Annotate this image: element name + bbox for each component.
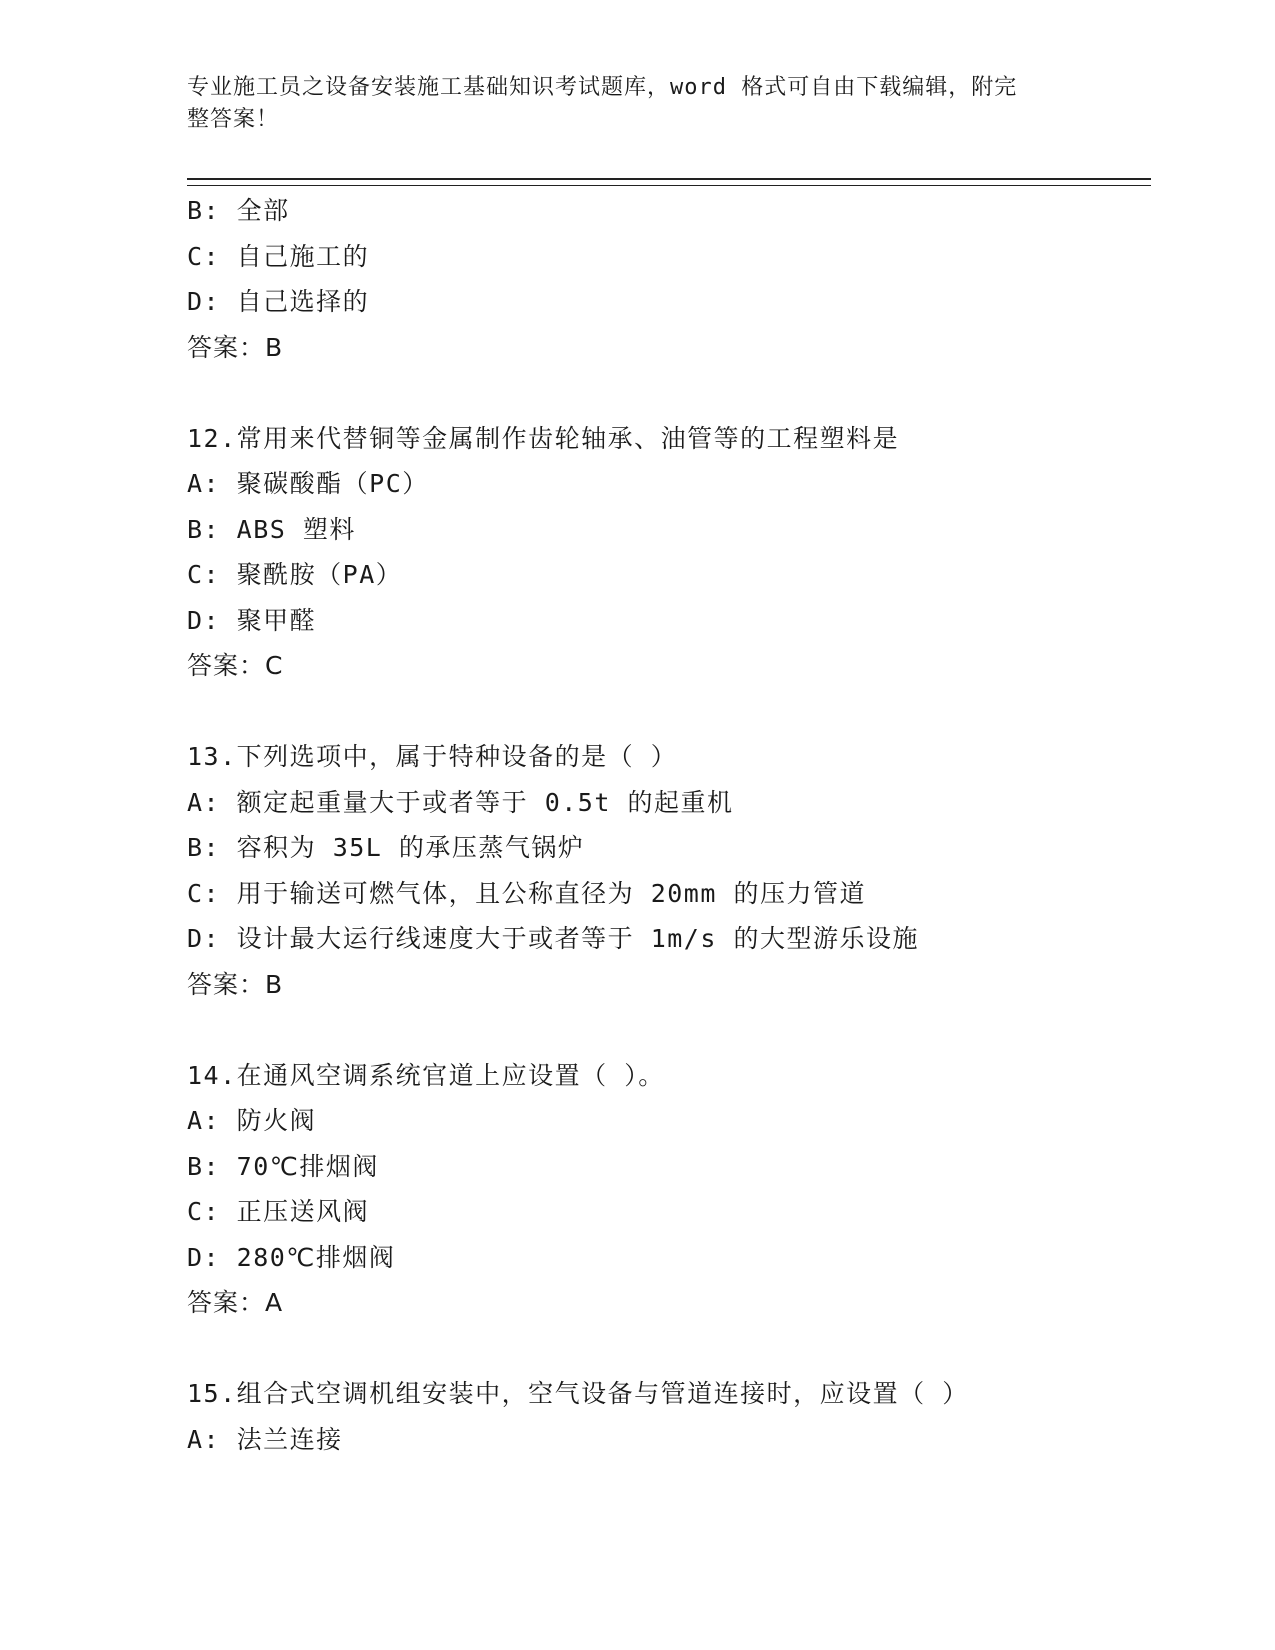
question-block-12 xyxy=(187,416,1147,689)
option-c: C: 自己施工的 xyxy=(187,241,370,271)
question-text: 14.在通风空调系统官道上应设置（ ）。 xyxy=(187,1060,665,1090)
option-d: D: 聚甲醛 xyxy=(187,605,317,635)
header-title-line-2: 整答案！ xyxy=(187,107,280,132)
page-header xyxy=(187,72,1057,136)
question-text: 13.下列选项中，属于特种设备的是（ ） xyxy=(187,742,678,771)
option-d: D: 自己选择的 xyxy=(187,287,370,316)
option-a: A: 防火阀 xyxy=(187,1106,317,1135)
option-c: C: 正压送风阀 xyxy=(187,1197,370,1226)
option-b: B: ABS 塑料 xyxy=(187,514,356,544)
answer-line: 答案：B xyxy=(187,332,284,362)
option-c: C: 用于输送可燃气体，且公称直径为 20mm 的压力管道 xyxy=(187,878,866,908)
option-a: A: 额定起重量大于或者等于 0.5t 的起重机 xyxy=(187,787,734,817)
question-text: 12.常用来代替铜等金属制作齿轮轴承、油管等的工程塑料是 xyxy=(187,423,900,453)
question-list xyxy=(187,188,1147,1462)
option-b: B: 容积为 35L 的承压蒸气锅炉 xyxy=(187,833,585,862)
question-block-13 xyxy=(187,734,1147,1007)
option-d: D: 280℃排烟阀 xyxy=(187,1242,396,1272)
document-page xyxy=(187,0,1147,1650)
answer-line: 答案：A xyxy=(187,1288,284,1317)
header-title-line-1: 专业施工员之设备安装施工基础知识考试题库，word 格式可自由下载编辑，附完 xyxy=(187,75,1018,100)
option-c: C: 聚酰胺（PA） xyxy=(187,560,403,589)
question-block-15 xyxy=(187,1371,1147,1462)
question-text: 15.组合式空调机组安装中，空气设备与管道连接时，应设置（ ） xyxy=(187,1379,969,1408)
option-b: B: 70℃排烟阀 xyxy=(187,1151,379,1181)
answer-line: 答案：C xyxy=(187,651,284,680)
option-a: A: 聚碳酸酯（PC） xyxy=(187,469,429,498)
option-a: A: 法兰连接 xyxy=(187,1424,343,1454)
question-block-11 xyxy=(187,188,1147,370)
question-block-14 xyxy=(187,1053,1147,1326)
option-d: D: 设计最大运行线速度大于或者等于 1m/s 的大型游乐设施 xyxy=(187,924,919,953)
answer-line: 答案：B xyxy=(187,969,284,999)
header-divider xyxy=(187,178,1151,186)
option-b: B: 全部 xyxy=(187,196,290,225)
